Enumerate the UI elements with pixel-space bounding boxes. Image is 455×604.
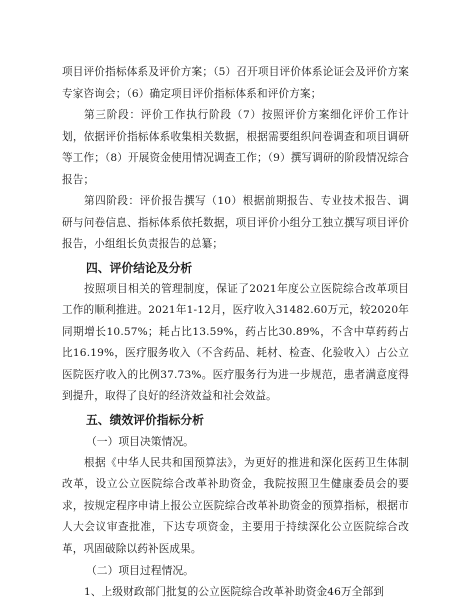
paragraph-conclusion: 按照项目相关的管理制度，保证了2021年度公立医院综合改革项目工作的顺利推进。2021年1-12月，医疗收入31482.60万元，较2020年同期增长10.57%；耗占比13.59%，药占比30.89%，不含中草药药占比16.19%，医疗服务收入（不含药品、耗材、检查、化验收入）占公立医院医疗收入的比例37.73%。医疗服务行为进一步规范，患者满意度得到提升，取得了良好的经济效益和社会效益。 bbox=[62, 282, 409, 402]
section-heading-indicators: 五、绩效评价指标分析 bbox=[86, 412, 204, 427]
paragraph-stage3: 第三阶段：评价工作执行阶段（7）按照评价方案细化评价工作计划，依据评价指标体系收集相关数据，根据需要组织问卷调查和项目调研等工作；（8）开展资金使用情况调查工作；（9）撰写调研的阶段情况综合报告； bbox=[62, 109, 409, 186]
subheading-process: （二）项目过程情况。 bbox=[86, 564, 194, 577]
paragraph-stage2-cont: 项目评价指标体系及评价方案；（5）召开项目评价体系论证会及评价方案专家咨询会；（6）确定项目评价指标体系和评价方案； bbox=[62, 66, 409, 100]
section-heading-conclusion: 四、评价结论及分析 bbox=[86, 260, 193, 275]
paragraph-process: 1、上级财政部门批复的公立医院综合改革补助资金46万全部到 bbox=[84, 586, 385, 598]
paragraph-stage4: 第四阶段：评价报告撰写（10）根据前期报告、专业技术报告、调研与问卷信息、指标体系依托数据，项目评价小组分工独立撰写项目评价报告，小组组长负责报告的总纂； bbox=[62, 195, 409, 250]
paragraph-decision: 根据《中华人民共和国预算法》，为更好的推进和深化医药卫生体制改革，设立公立医院综合改革补助资金，我院按照卫生健康委员会的要求，按规定程序申请上报公立医院综合改革补助资金的预算指标，根据市人大会议审查批准，下达专项资金，主要用于持续深化公立医院综合改革，巩固破除以药补医成果。 bbox=[62, 456, 409, 555]
subheading-decision: （一）项目决策情况。 bbox=[86, 434, 194, 448]
